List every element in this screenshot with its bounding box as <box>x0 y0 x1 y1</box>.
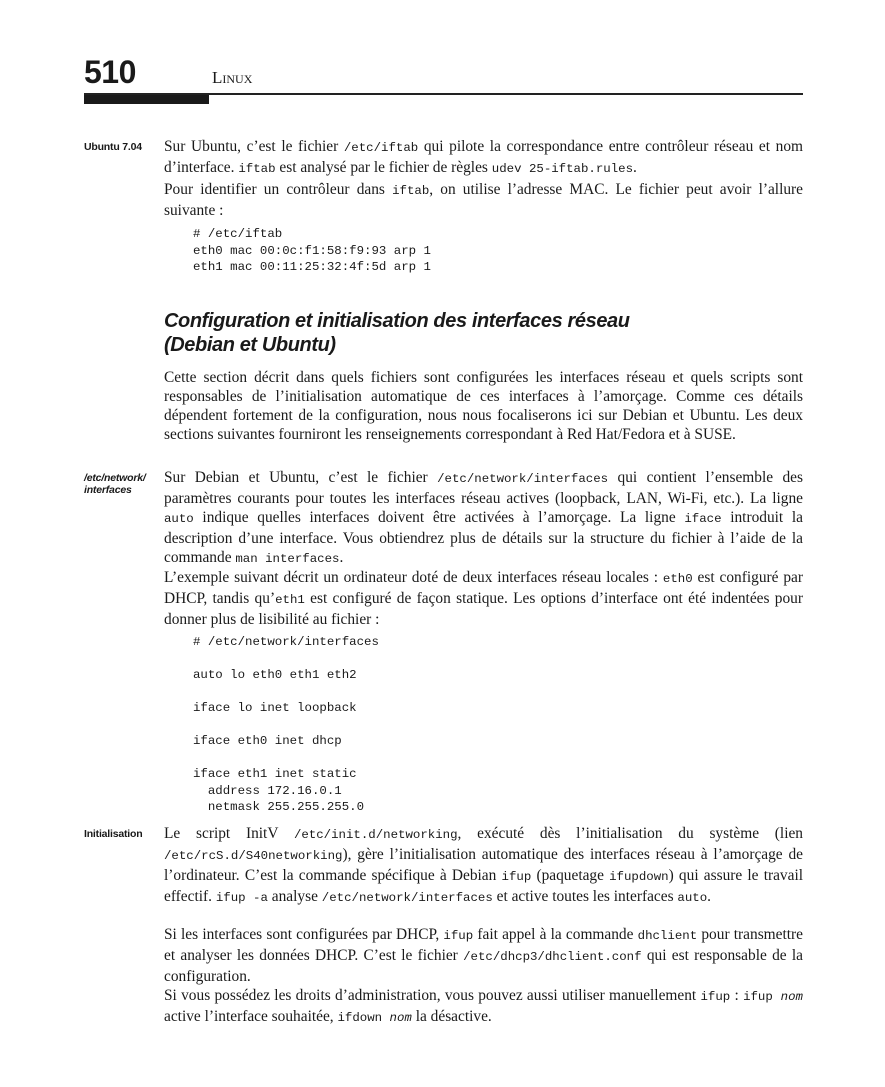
header-bar <box>84 95 209 104</box>
margin-note-etc-network: /etc/network/ interfaces <box>84 472 146 496</box>
page-number: 510 <box>84 54 136 90</box>
running-header-title: Linux <box>212 68 253 87</box>
paragraph-initv-script: Le script InitV /etc/init.d/networking, exécuté dès l’initialisation du système (lien /etc/rcS.d/S40networking), gère l’initialisation automatique des interfaces réseau à l’amorçage de l’ordinateur. C’est la commande spécifique à Debian ifup (paquetage ifupdown) qui assure le travail effectif. ifup -a analyse /etc/network/interfaces et active toutes les interfaces auto. <box>164 825 803 905</box>
paragraph-example: L’exemple suivant décrit un ordinateur doté de deux interfaces réseau locales : eth0 est configuré par DHCP, tandis qu’eth1 est configuré de façon statique. Les options d’interface ont été indentées pour donner plus de lisibilité au fichier : <box>164 569 804 628</box>
paragraph-section-intro: Cette section décrit dans quels fichiers sont configurées les interfaces réseau et quels scripts sont responsables de l’initialisation automatique de ces interfaces à l’amorçage. Comme ces détails dépendent fortement de la configuration, nous nous focaliserons ici sur Debian et Ubuntu. Les deux sections suivantes fourniront les renseignements correspondant à Red Hat/Fedora et à SUSE. <box>164 369 803 443</box>
paragraph-interfaces-file: Sur Debian et Ubuntu, c’est le fichier /etc/network/interfaces qui contient l’ensemble des paramètres courants pour toutes les interfaces réseau actives (loopback, LAN, Wi-Fi, etc.). La ligne auto indique quelles interfaces doivent être activées à l’amorçage. La ligne iface introduit la description d’une interface. Vous obtiendrez plus de détails sur la structure du fichier à l’aide de la commande man interfaces. <box>164 469 803 566</box>
paragraph-iftab-mac: Pour identifier un contrôleur dans iftab, on utilise l’adresse MAC. Le fichier peut avoir l’allure suivante : <box>164 181 803 219</box>
code-block-iftab: # /etc/iftab eth0 mac 00:0c:f1:58:f9:93 arp 1 eth1 mac 00:11:25:32:4f:5d arp 1 <box>193 227 431 274</box>
section-heading: Configuration et initialisation des interfaces réseau (Debian et Ubuntu) <box>164 310 630 356</box>
paragraph-dhcp: Si les interfaces sont configurées par DHCP, ifup fait appel à la commande dhclient pour transmettre et analyser les données DHCP. C’est le fichier /etc/dhcp3/dhclient.conf qui est responsable de la configuration. <box>164 926 803 985</box>
paragraph-manual-ifup: Si vous possédez les droits d’administration, vous pouvez aussi utiliser manuellement ifup : ifup nom active l’interface souhaitée, ifdown nom la désactive. <box>164 987 803 1025</box>
code-block-interfaces: # /etc/network/interfaces auto lo eth0 eth1 eth2 iface lo inet loopback iface eth0 inet dhcp iface eth1 inet static address 172.16.0.1 netmask 255.255.255.0 <box>193 635 379 814</box>
margin-note-ubuntu: Ubuntu 7.04 <box>84 141 142 153</box>
margin-note-initialisation: Initialisation <box>84 828 143 840</box>
paragraph-iftab-intro: Sur Ubuntu, c’est le fichier /etc/iftab qui pilote la correspondance entre contrôleur réseau et nom d’interface. iftab est analysé par le fichier de règles udev 25-iftab.rules. <box>164 138 803 176</box>
